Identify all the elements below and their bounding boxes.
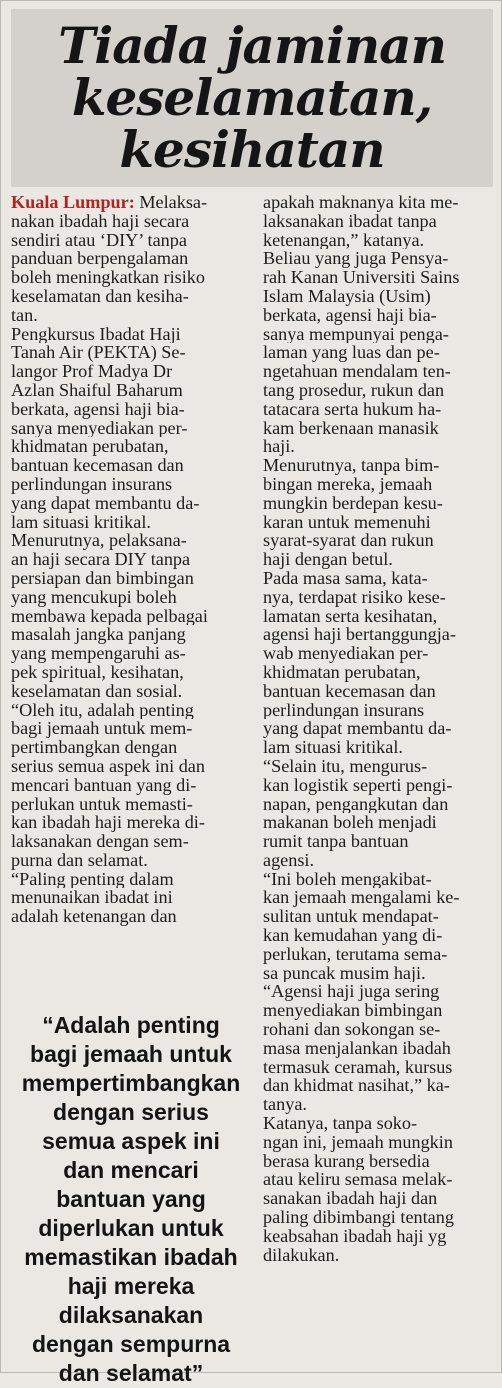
article-line: laksanakan ibadat tanpa <box>263 211 437 231</box>
article-line: rohani dan sokongan se- <box>263 1020 441 1039</box>
article-line: kan kemudahan yang di- <box>263 926 443 945</box>
article-line: khidmatan perubatan, <box>263 662 421 682</box>
article-line: kan logistik seperti pengi- <box>263 775 453 795</box>
article-line: wab menyediakan per- <box>263 644 429 663</box>
article-line: berkata, agensi haji bia- <box>263 305 437 325</box>
article-line: tatacara serta hukum ha- <box>263 399 442 419</box>
pull-quote-line: dan mencari <box>63 1157 199 1183</box>
article-line: bingan mereka, jemaah <box>263 474 433 494</box>
article-line: Pengkursus Ibadat Haji <box>11 324 181 344</box>
article-line: an haji secara DIY tanpa <box>11 550 191 569</box>
article-line: nya, terdapat risiko kese- <box>263 587 446 607</box>
article-line: kam berkenaan manasik <box>263 418 439 438</box>
article-line: boleh meningkatkan risiko <box>11 268 205 287</box>
article-line: bagi jemaah untuk mem- <box>11 719 193 739</box>
article-line: keabsahan ibadah haji yg <box>263 1226 447 1246</box>
article-line: laksanakan dengan sem- <box>11 832 189 851</box>
article-line: membawa kepada pelbagai <box>11 606 208 626</box>
article-line: sulitan untuk mendapat- <box>263 907 439 927</box>
pull-quote-line: memastikan ibadah <box>24 1244 238 1270</box>
article-line: agensi. <box>263 850 315 870</box>
article-line: “Agensi haji juga sering <box>263 982 440 1002</box>
article-line: Kuala Lumpur: Melaksa- <box>11 193 208 212</box>
pull-quote-line: dilaksanakan <box>58 1302 204 1328</box>
article-left-column <box>11 193 251 926</box>
article-line: sa puncak musim haji. <box>263 963 426 983</box>
article-line: sanya mempunyai penga- <box>263 324 449 344</box>
article-line: yang mencukupi boleh <box>11 587 177 607</box>
article-line: purna dan selamat. <box>11 850 148 870</box>
article-line: ketenangan,” katanya. <box>263 230 425 250</box>
pull-quote-line: dengan serius <box>53 1099 209 1125</box>
article-line: menyediakan bimbingan <box>263 1001 443 1021</box>
article-line: “Selain itu, mengurus- <box>263 756 428 776</box>
article-line: perlindungan insurans <box>11 474 173 494</box>
article-line: apakah maknanya kita me- <box>263 193 459 212</box>
article-line: berasa kurang bersedia <box>263 1151 430 1171</box>
article-line: persiapan dan bimbingan <box>11 568 194 588</box>
pull-quote-line: “Adalah penting <box>42 1012 220 1038</box>
headline-line: Tiada jaminan <box>58 16 446 75</box>
article-line: nakan ibadah haji secara <box>11 211 190 231</box>
headline-line: kesihatan <box>119 120 385 179</box>
article-line: Islam Malaysia (Usim) <box>263 286 431 306</box>
pull-quote-line: haji mereka <box>67 1273 195 1299</box>
article-line: “Oleh itu, adalah penting <box>11 700 194 720</box>
headline-block <box>11 9 493 187</box>
article-line: Azlan Shaiful Baharum <box>11 380 183 400</box>
article-line: dilakukan. <box>263 1245 340 1265</box>
article-line: bantuan kecemasan dan <box>263 681 436 701</box>
article-line: lam situasi kritikal. <box>263 738 403 757</box>
article-line: sanakan ibadah haji dan <box>263 1189 438 1209</box>
article-line: yang dapat membantu da- <box>263 719 452 739</box>
article-line: dan khidmat nasihat,” ka- <box>263 1076 450 1096</box>
article-line: lamatan serta kesihatan, <box>263 606 438 626</box>
article-line: haji. <box>263 437 295 457</box>
pull-quote-line: bagi jemaah untuk <box>30 1041 232 1067</box>
article-line: pertimbangkan dengan <box>11 738 178 757</box>
article-line: pek spiritual, kesihatan, <box>11 662 184 682</box>
article-line: keselamatan dan sosial. <box>11 681 183 701</box>
article-line: menunaikan ibadat ini <box>11 888 173 908</box>
article-line: Pada masa sama, kata- <box>263 568 428 588</box>
article-line: “Ini boleh mengakibat- <box>263 869 432 889</box>
article-line: lam situasi kritikal. <box>11 512 151 532</box>
headline-line: keselamatan, <box>71 68 433 127</box>
article-line: Tanah Air (PEKTA) Se- <box>11 343 186 363</box>
article-line: tang prosedur, rukun dan <box>263 380 445 400</box>
article-line: mencari bantuan yang di- <box>11 775 197 795</box>
article-line: makanan boleh menjadi <box>263 813 437 833</box>
article-line: perlindungan insurans <box>263 700 425 720</box>
article-line: langor Prof Madya Dr <box>11 362 173 381</box>
article-line: berkata, agensi haji bia- <box>11 399 185 419</box>
article-line: Katanya, tanpa soko- <box>263 1114 418 1133</box>
article-line: keselamatan dan kesiha- <box>11 286 189 306</box>
article-line: tan. <box>11 305 38 325</box>
pull-quote <box>11 1011 251 1388</box>
article-line: rah Kanan Universiti Sains <box>263 268 460 287</box>
article-line: Menurutnya, tanpa bim- <box>263 456 440 475</box>
pull-quote-line: bantuan yang <box>56 1186 206 1212</box>
article-line: paling dibimbangi tentang <box>263 1208 454 1227</box>
article-line: laman yang luas dan pe- <box>263 343 440 363</box>
article-line: termasuk ceramah, kursus <box>263 1057 453 1077</box>
article-line: kan jemaah mengalami ke- <box>263 888 460 908</box>
article-line: atau keliru semasa melak- <box>263 1170 453 1190</box>
article-line: yang mempengaruhi as- <box>11 644 186 663</box>
article-line: bantuan kecemasan dan <box>11 456 184 475</box>
article-line: sanya menyediakan per- <box>11 418 188 438</box>
article-line: syarat-syarat dan rukun <box>263 531 434 551</box>
article-line: haji dengan betul. <box>263 550 393 569</box>
pull-quote-line: dengan sempurna <box>31 1331 231 1357</box>
article-line: ngetahuan mendalam ten- <box>263 362 451 381</box>
article-line: karan untuk memenuhi <box>263 512 431 532</box>
article-line: Menurutnya, pelaksana- <box>11 531 187 551</box>
article-line: perlukan, terutama sema- <box>263 944 448 964</box>
article-line: adalah ketenangan dan <box>11 907 177 927</box>
article-line: mungkin berdepan kesu- <box>263 493 443 513</box>
article-line: napan, pengangkutan dan <box>263 794 449 814</box>
article-line: “Paling penting dalam <box>11 869 174 889</box>
article-line: tanya. <box>263 1095 307 1115</box>
article-line: Beliau yang juga Pensya- <box>263 249 449 269</box>
article-line: rumit tanpa bantuan <box>263 832 409 851</box>
pull-quote-line: dan selamat” <box>58 1360 204 1386</box>
article-line: kan ibadah haji mereka di- <box>11 813 205 833</box>
article-line: khidmatan perubatan, <box>11 437 169 457</box>
article-line: sendiri atau ‘DIY’ tanpa <box>11 230 187 250</box>
article-line: masalah jangka panjang <box>11 625 186 645</box>
article-line: ngan ini, jemaah mungkin <box>263 1132 453 1152</box>
dateline: Kuala Lumpur: <box>11 193 135 212</box>
pull-quote-line: mempertimbangkan <box>21 1070 241 1096</box>
article-line: yang dapat membantu da- <box>11 493 200 513</box>
article-line: agensi haji bertanggungja- <box>263 625 456 645</box>
article-line: panduan berpengalaman <box>11 249 189 269</box>
article-line: serius semua aspek ini dan <box>11 756 205 776</box>
article-right-column <box>263 193 495 1264</box>
article-line: masa menjalankan ibadah <box>263 1038 451 1058</box>
article-line: perlukan untuk memasti- <box>11 794 193 814</box>
pull-quote-line: semua aspek ini <box>42 1128 220 1154</box>
pull-quote-line: diperlukan untuk <box>38 1215 224 1241</box>
